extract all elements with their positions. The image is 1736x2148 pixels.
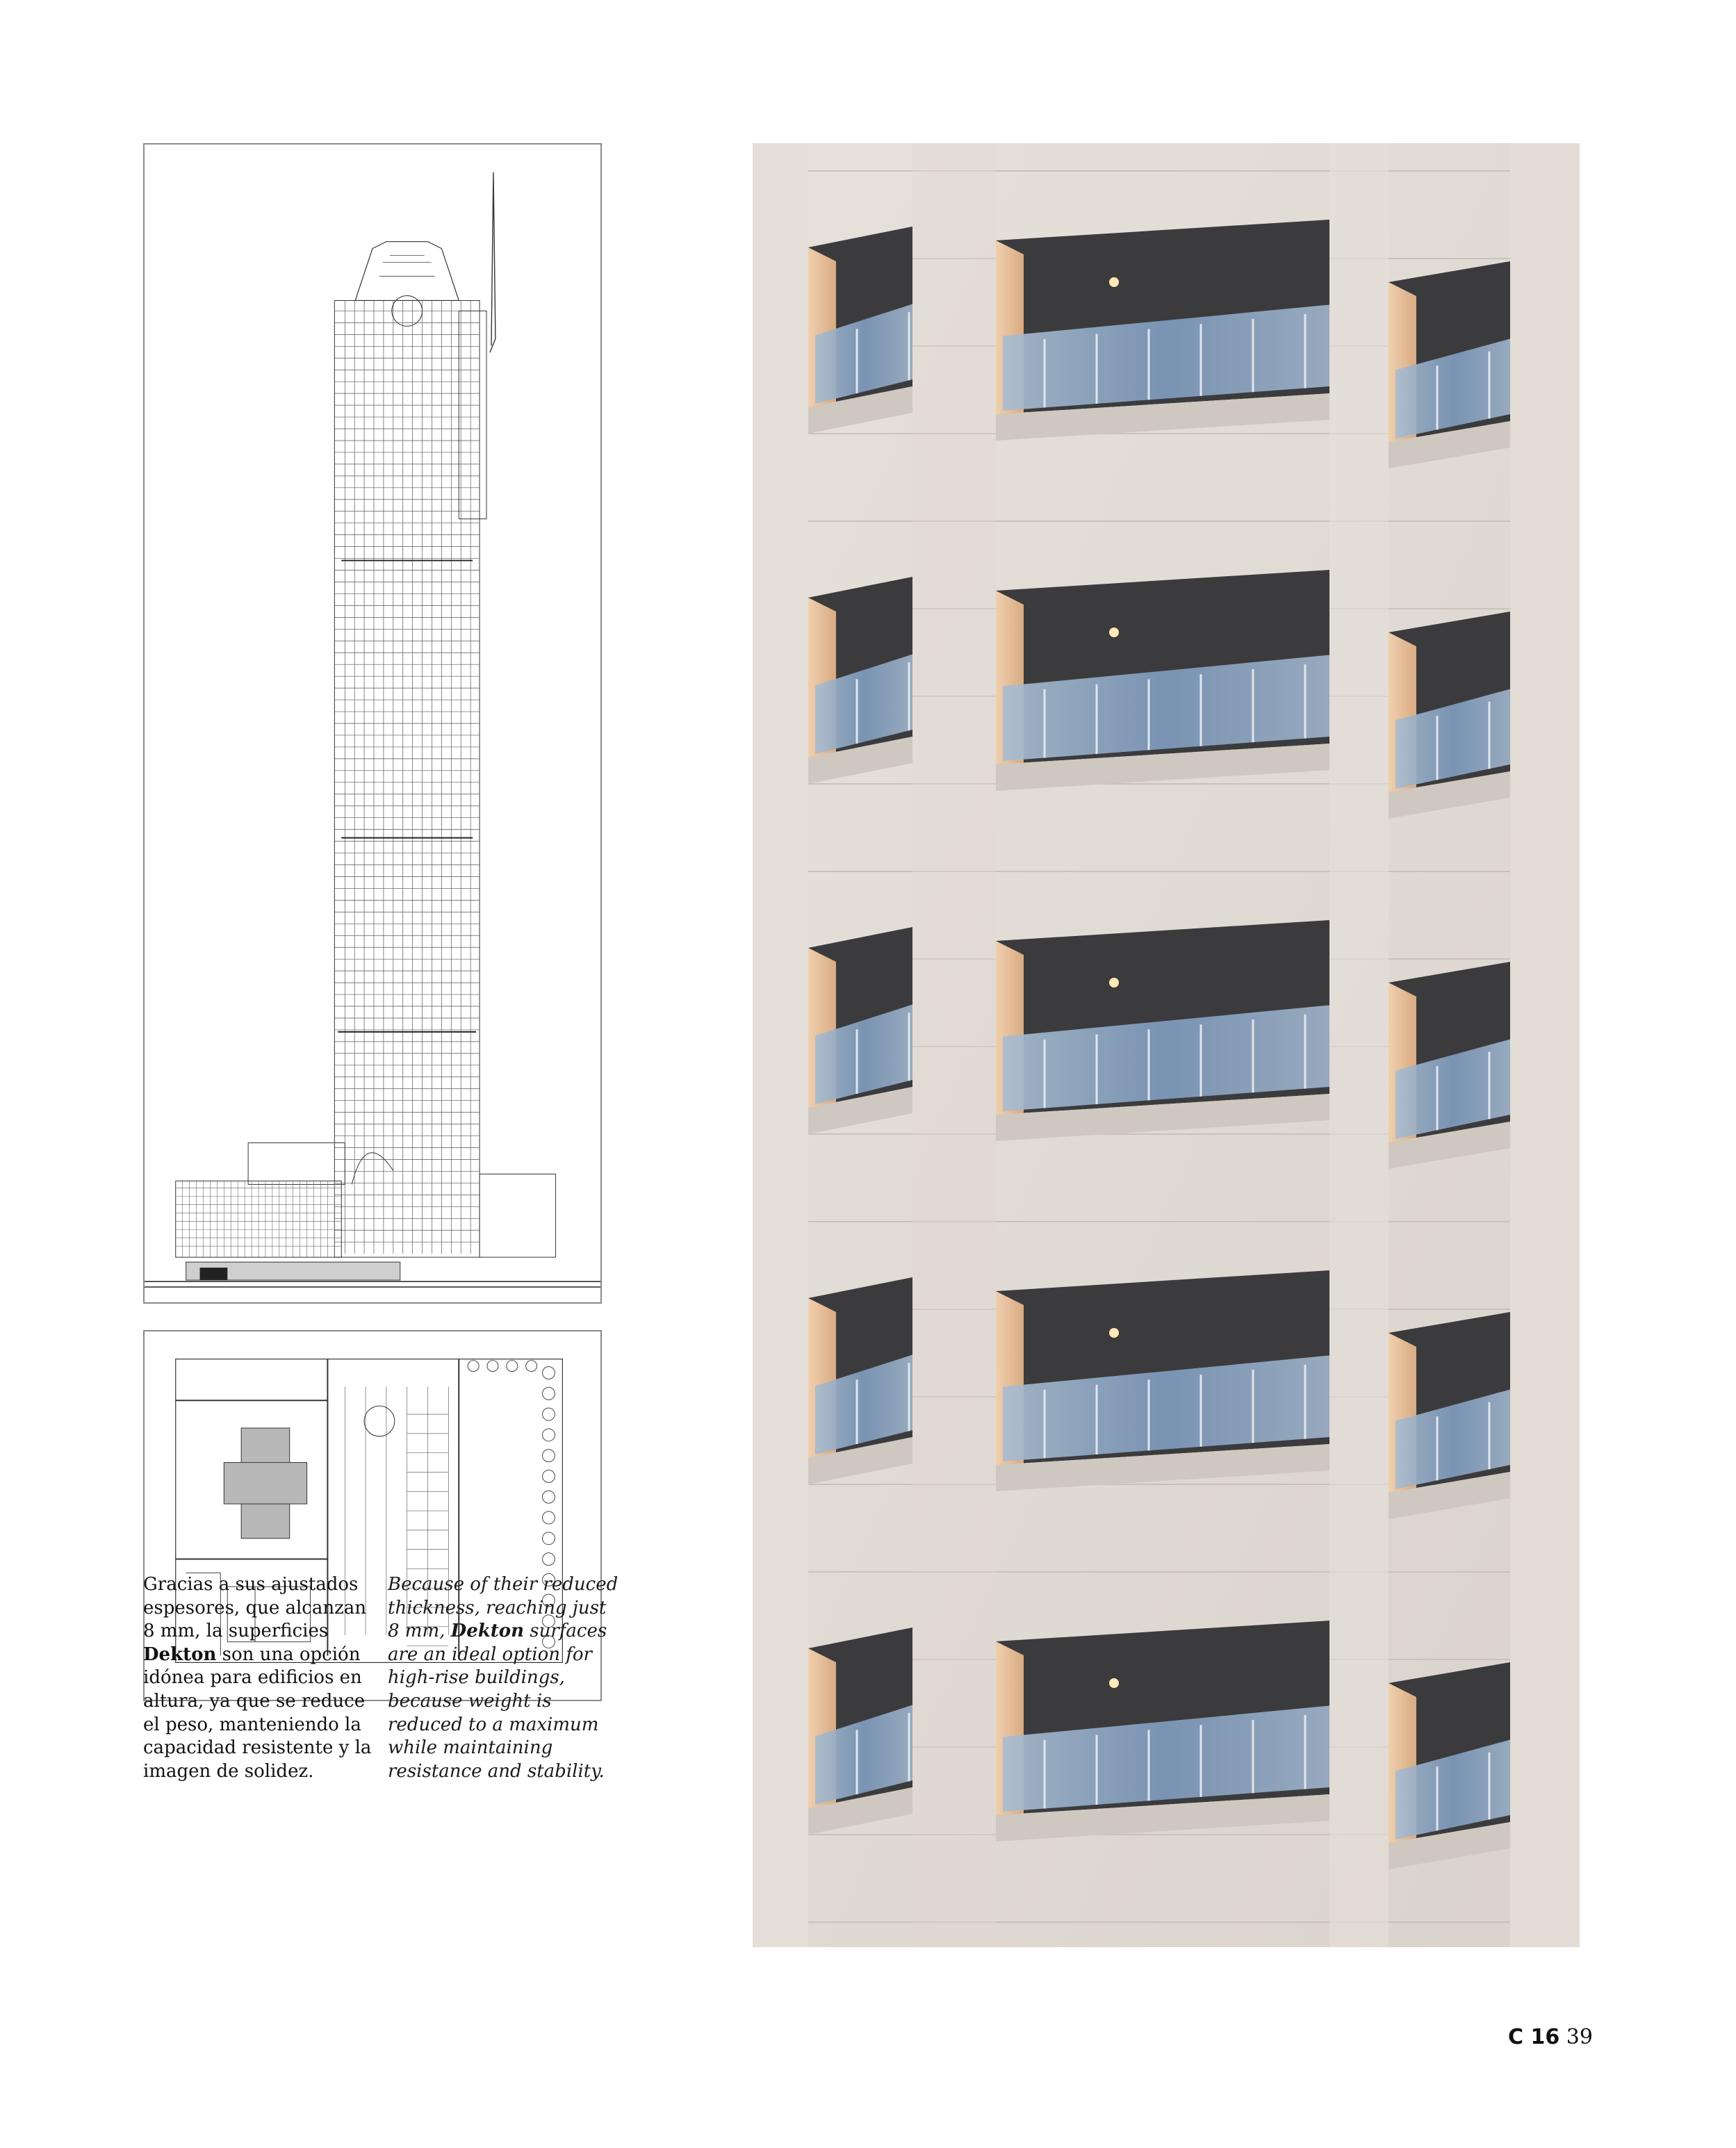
caption-spanish bbox=[143, 1573, 372, 1783]
caption-en-line: Because of their reduced bbox=[388, 1574, 619, 1595]
setback-lines bbox=[338, 561, 476, 1032]
brand-name: Dekton bbox=[143, 1643, 217, 1665]
caption-en-text: 8 mm, bbox=[388, 1621, 451, 1642]
caption-en-line: high-rise buildings, bbox=[388, 1667, 565, 1689]
podium-right bbox=[480, 1174, 555, 1257]
caption-es-line: idónea para edificios en bbox=[143, 1667, 362, 1689]
tree-symbol bbox=[543, 1387, 555, 1400]
stone-pier-left bbox=[753, 143, 808, 1947]
caption-es-line: espesores, que alcanzan bbox=[143, 1597, 367, 1618]
page-folio bbox=[1508, 2025, 1593, 2049]
caption-es-line: capacidad resistente y la bbox=[143, 1737, 372, 1759]
caption-english bbox=[388, 1573, 617, 1783]
caption-es-line: altura, ya que se reduce bbox=[143, 1690, 366, 1712]
tree-symbol bbox=[543, 1532, 555, 1545]
facade-balconies-photo bbox=[753, 143, 1580, 1947]
caption-en-line bbox=[388, 1620, 617, 1643]
tower-shaft bbox=[334, 300, 480, 1257]
tree-symbol bbox=[543, 1429, 555, 1441]
pool-area-cross bbox=[224, 1463, 306, 1505]
caption-es-line bbox=[143, 1643, 366, 1667]
tree-symbol bbox=[487, 1361, 498, 1372]
tree-symbol bbox=[468, 1361, 479, 1372]
tree-symbol bbox=[526, 1361, 537, 1372]
caption-en-line: reduced to a maximum bbox=[388, 1714, 599, 1735]
podium-grid bbox=[176, 1181, 342, 1257]
entrance-dark bbox=[200, 1268, 228, 1280]
tree-symbol bbox=[543, 1450, 555, 1462]
caption-es-line: Gracias a sus ajustados bbox=[143, 1574, 359, 1595]
ceiling-light bbox=[1109, 1328, 1119, 1338]
caption-es-line: el peso, manteniendo la bbox=[143, 1714, 361, 1735]
caption-es-line: imagen de solidez. bbox=[143, 1760, 314, 1782]
caption-en-line: thickness, reaching just bbox=[388, 1597, 607, 1618]
brand-name: Dekton bbox=[450, 1621, 525, 1642]
tree-symbol bbox=[507, 1361, 518, 1372]
ceiling-light bbox=[1109, 978, 1119, 987]
tower-floor-grid bbox=[334, 300, 480, 1254]
elevation-linework bbox=[145, 145, 600, 1302]
stone-pier-right bbox=[1510, 143, 1580, 1947]
caption-en-line: resistance and stability. bbox=[388, 1760, 605, 1782]
podium-upper bbox=[248, 1143, 345, 1185]
caption-en-line: are an ideal option for bbox=[388, 1643, 592, 1665]
caption-en-line: because weight is bbox=[388, 1690, 552, 1712]
tower-elevation-drawing bbox=[143, 143, 602, 1304]
ceiling-light bbox=[1109, 1678, 1119, 1688]
tree-symbol bbox=[543, 1408, 555, 1420]
ceiling-light bbox=[1109, 277, 1119, 287]
magazine-issue: C 16 bbox=[1508, 2025, 1560, 2049]
caption-en-text: surfaces bbox=[524, 1621, 607, 1642]
tree-symbol bbox=[543, 1367, 555, 1379]
tree-symbol bbox=[543, 1470, 555, 1482]
caption-en-line: while maintaining bbox=[388, 1737, 553, 1759]
ceiling-light bbox=[1109, 628, 1119, 637]
spire bbox=[490, 172, 496, 352]
ground-line bbox=[145, 1281, 600, 1287]
tower-crown bbox=[355, 242, 459, 301]
stone-pier bbox=[912, 143, 996, 1947]
tree-symbol bbox=[543, 1491, 555, 1503]
tree-symbol bbox=[543, 1511, 555, 1524]
fountain-symbol bbox=[364, 1406, 395, 1436]
page-number: 39 bbox=[1566, 2025, 1593, 2049]
crown-lines bbox=[379, 256, 435, 277]
caption-es-line: 8 mm, la superficies bbox=[143, 1621, 329, 1642]
arch-detail bbox=[352, 1153, 393, 1185]
tree-symbol bbox=[543, 1553, 555, 1566]
stone-pier bbox=[1329, 143, 1389, 1947]
caption-es-text: son una opción bbox=[216, 1643, 361, 1665]
facade-illustration bbox=[753, 143, 1580, 1947]
